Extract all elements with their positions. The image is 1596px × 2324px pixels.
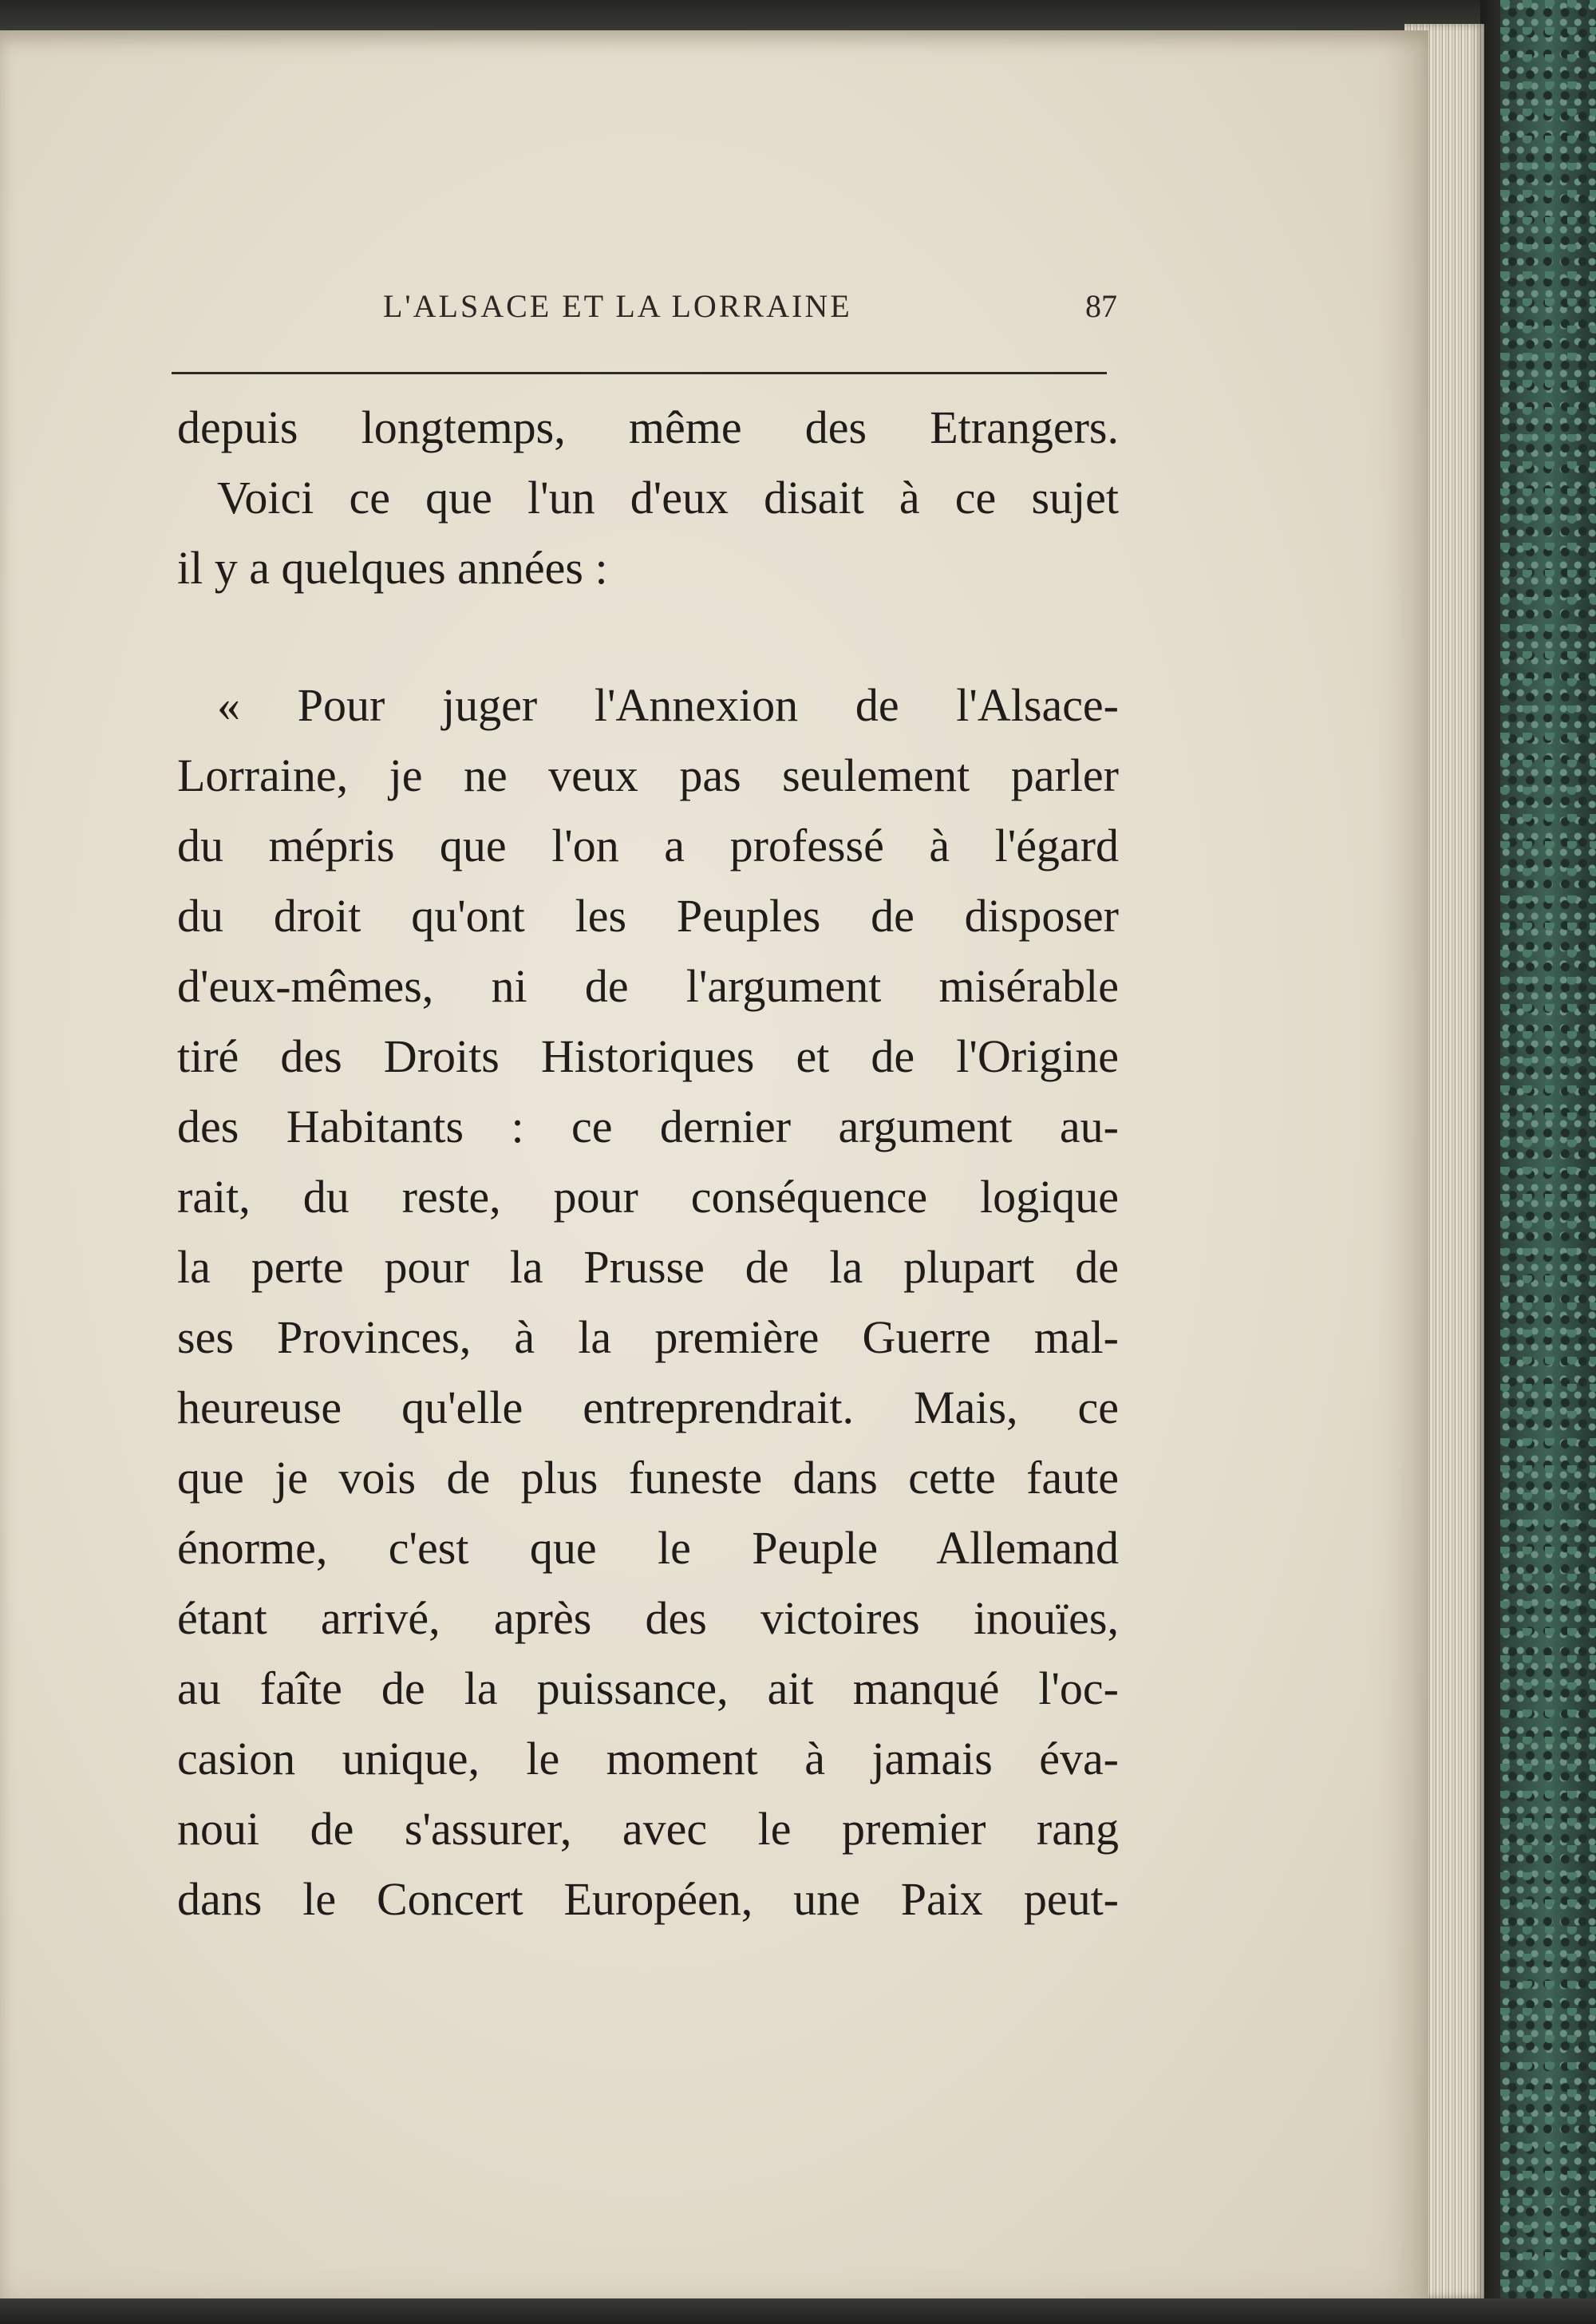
running-title: L'ALSACE ET LA LORRAINE xyxy=(383,288,852,324)
text-line: des Habitants : ce dernier argument au- xyxy=(177,1101,1119,1152)
header-rule xyxy=(172,372,1107,374)
text-line: du droit qu'ont les Peuples de disposer xyxy=(177,890,1119,942)
text-line: la perte pour la Prusse de la plupart de xyxy=(177,1241,1119,1293)
text-line: casion unique, le moment à jamais éva- xyxy=(177,1733,1119,1785)
text-line: ses Provinces, à la première Guerre mal- xyxy=(177,1311,1119,1363)
text-line: depuis longtemps, même des Etrangers. xyxy=(177,401,1119,453)
scanner-bottom-border xyxy=(0,2298,1596,2324)
marbled-cover-edge xyxy=(1500,0,1596,2324)
text-line: dans le Concert Européen, une Paix peut- xyxy=(177,1873,1119,1925)
text-line: tiré des Droits Historiques et de l'Origine xyxy=(177,1030,1119,1082)
text-line: du mépris que l'on a professé à l'égard xyxy=(177,820,1119,872)
text-line: que je vois de plus funeste dans cette faute xyxy=(177,1452,1119,1504)
text-line: « Pour juger l'Annexion de l'Alsace- xyxy=(217,679,1119,731)
text-line: heureuse qu'elle entreprendrait. Mais, ce xyxy=(177,1381,1119,1433)
text-line: étant arrivé, après des victoires inouïes, xyxy=(177,1592,1119,1644)
running-head xyxy=(383,287,1117,335)
text-line: noui de s'assurer, avec le premier rang xyxy=(177,1803,1119,1855)
scanner-top-border xyxy=(0,0,1596,32)
text-line: au faîte de la puissance, ait manqué l'oc- xyxy=(177,1662,1119,1714)
text-line: énorme, c'est que le Peuple Allemand xyxy=(177,1522,1119,1574)
text-line: Voici ce que l'un d'eux disait à ce sujet xyxy=(217,472,1119,524)
page-number: 87 xyxy=(1085,288,1117,324)
text-line: d'eux-mêmes, ni de l'argument misérable xyxy=(177,960,1119,1012)
text-line: il y a quelques années : xyxy=(177,542,608,594)
text-line: rait, du reste, pour conséquence logique xyxy=(177,1171,1119,1223)
book-page xyxy=(0,30,1428,2303)
text-line: Lorraine, je ne veux pas seulement parler xyxy=(177,749,1119,801)
